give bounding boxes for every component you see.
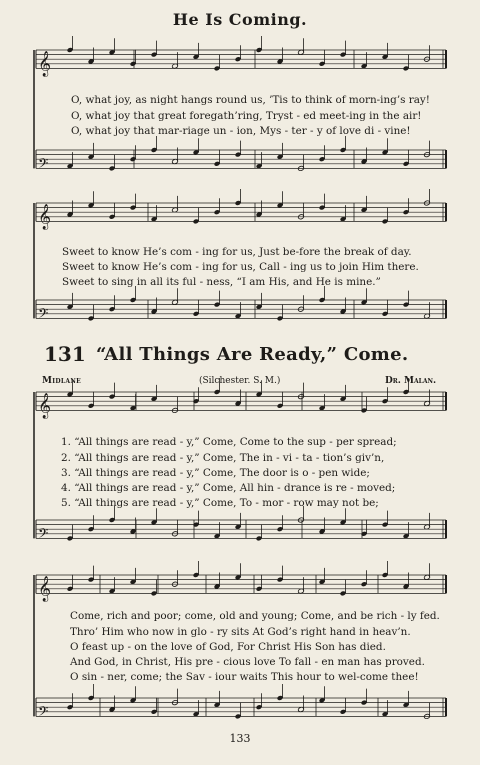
- lyric-line: O, what joy that mar-riage un - ion, Mys - ter - y of love di - vine!: [71, 125, 411, 137]
- verse-line: O feast up - on the love of God, For Christ His Son has died.: [70, 641, 386, 653]
- svg-text:𝄞: 𝄞: [38, 576, 52, 602]
- verse-line: 3. “All things are read - y,” Come, The door is o - pen wide;: [61, 467, 370, 479]
- svg-text:𝄢: 𝄢: [38, 305, 49, 325]
- lyric-line: Sweet to know He’s com - ing for us, Just be-fore the break of day.: [62, 246, 412, 258]
- verse-line: 5. “All things are read - y,” Come, To - mor - row may not be;: [61, 497, 379, 509]
- composer: Dr. Malan.: [385, 376, 437, 386]
- svg-text:𝄞: 𝄞: [38, 51, 52, 77]
- svg-text:𝄢: 𝄢: [38, 155, 49, 175]
- svg-text:𝄢: 𝄢: [38, 703, 49, 723]
- verse-line: Come, rich and poor; come, old and young; Come, and be rich - ly fed.: [70, 610, 440, 622]
- page-number: 133: [229, 732, 251, 745]
- verse-line: 4. “All things are read - y,” Come, All hin - drance is re - moved;: [61, 482, 396, 494]
- lyric-line: Sweet to sing in all its ful - ness, “I am His, and He is mine.”: [62, 276, 381, 288]
- verse-line: Thro’ Him who now in glo - ry sits At God’s right hand in heav’n.: [70, 626, 411, 638]
- verse-line: O sin - ner, come; the Sav - iour waits This hour to wel-come thee!: [70, 671, 419, 683]
- verse-line: 1. “All things are read - y,” Come, Come to the sup - per spread;: [61, 436, 397, 448]
- svg-text:𝄢: 𝄢: [38, 525, 49, 545]
- verse-line: And God, in Christ, His pre - cious love To fall - en man has proved.: [70, 656, 425, 668]
- verse-line: 2. “All things are read - y,” Come, The in - vi - ta - tion’s giv’n,: [61, 452, 385, 464]
- hymn-title-all-things-are-ready: “All Things Are Ready,” Come.: [96, 344, 409, 365]
- svg-text:𝄞: 𝄞: [38, 204, 52, 230]
- lyric-line: O, what joy that great foregath’ring, Tryst - ed meet-ing in the air!: [71, 110, 422, 122]
- meter: (Silchester. S. M.): [199, 376, 281, 386]
- lyric-line: O, what joy, as night hangs round us, ’Tis to think of morn-ing’s ray!: [71, 94, 430, 106]
- hymn-title-he-is-coming: He Is Coming.: [172, 10, 308, 29]
- svg-text:𝄞: 𝄞: [38, 393, 52, 419]
- lyric-line: Sweet to know He’s com - ing for us, Call - ing us to join Him there.: [62, 261, 419, 273]
- tune-name: Midlane: [42, 376, 82, 386]
- hymn-number: 131: [44, 342, 86, 366]
